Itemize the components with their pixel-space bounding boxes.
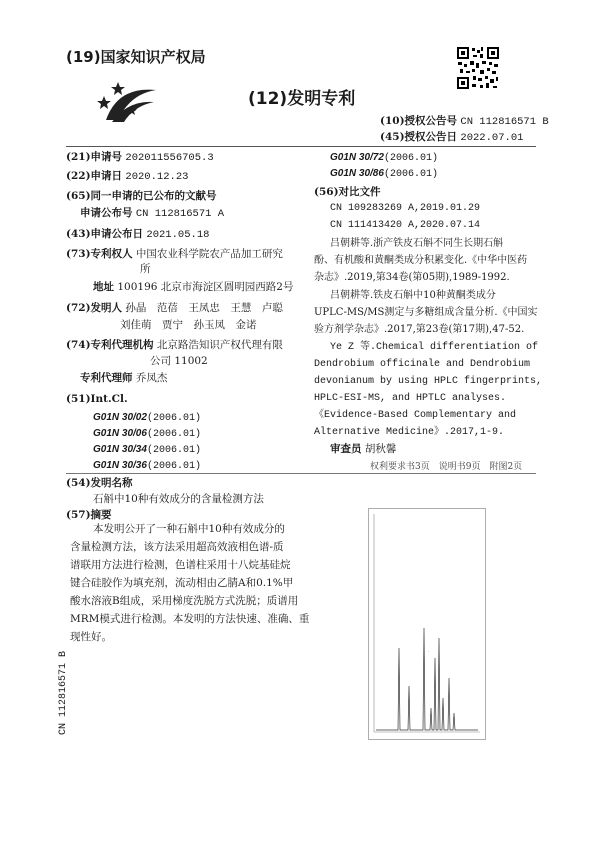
reference-5: Ye Z 等.Chemical differentiation of bbox=[330, 342, 539, 353]
document-type-title: (12)发明专利 bbox=[248, 89, 356, 109]
examiner: 审查员 胡秋馨 bbox=[330, 443, 397, 455]
patent-office-emblem-icon bbox=[96, 80, 158, 126]
reference-5: 《Evidence-Based Complementary and bbox=[314, 410, 517, 421]
patent-agent: 专利代理师 乔凤杰 bbox=[80, 372, 168, 384]
abstract-heading: (57)摘要 bbox=[66, 509, 112, 521]
int-cl-class: G01N 30/34(2006.01) bbox=[93, 444, 201, 456]
reference-4: 吕朝耕等.铁皮石斛中10种黄酮类成分 bbox=[330, 290, 496, 301]
patent-agency: (74)专利代理机构 北京路浩知识产权代理有限 bbox=[66, 339, 283, 351]
invention-title: 石斛中10种有效成分的含量检测方法 bbox=[93, 493, 264, 505]
reference-5: Alternative Medicine》.2017,1-9. bbox=[314, 427, 505, 438]
patentee-line2: 所 bbox=[140, 263, 151, 275]
abstract-line: 键合硅胶作为填充剂，流动相由乙腈A和0.1%甲 bbox=[70, 577, 294, 589]
int-cl-class: G01N 30/02(2006.01) bbox=[93, 412, 201, 424]
reference-4: UPLC-MS/MS测定与多糖组成含量分析.《中国实 bbox=[314, 307, 538, 318]
reference-5: Dendrobium officinale and Dendrobium bbox=[314, 359, 531, 370]
abstract-line: 谱联用方法进行检测，色谱柱采用十八烷基硅烷 bbox=[70, 559, 291, 571]
qr-code-icon bbox=[456, 46, 500, 90]
abstract-line: 酸水溶液B组成，采用梯度洗脱方式洗脱；质谱用 bbox=[70, 595, 299, 607]
inventors: (72)发明人 孙晶 范蓓 王凤忠 王慧 卢聪 bbox=[66, 302, 283, 314]
reference-3: 酚、有机酸和黄酮类成分积累变化.《中华中医药 bbox=[314, 255, 528, 266]
reference-3: 杂志》.2019,第34卷(第05期),1989-1992. bbox=[314, 272, 510, 283]
publication-number-value: CN 112816571 B bbox=[460, 116, 549, 128]
reference-cn-1: CN 109283269 A,2019.01.29 bbox=[330, 203, 481, 214]
abstract-line: 含量检测方法，该方法采用超高效液相色谱-质 bbox=[70, 541, 284, 553]
patent-agency-line2: 公司 11002 bbox=[150, 355, 208, 367]
reference-4: 验方剂学杂志》.2017,第23卷(第17期),47-52. bbox=[314, 324, 525, 335]
prior-publication-number: 申请公布号 CN 112816571 A bbox=[80, 207, 225, 220]
abstract-line: 本发明公开了一种石斛中10种有效成分的 bbox=[93, 523, 285, 535]
abstract-line: MRM模式进行检测。本发明的方法快速、准确、重 bbox=[70, 613, 310, 625]
inventors-line2: 刘佳萌 贾宁 孙玉凤 金诺 bbox=[120, 319, 257, 331]
page-counts: 权利要求书3页 说明书9页 附图2页 bbox=[370, 462, 523, 472]
prior-publication-heading: (65)同一申请的已公布的文献号 bbox=[66, 190, 217, 202]
reference-5: HPLC-ESI-MS, and HPTLC analyses. bbox=[314, 393, 507, 404]
publication-number: (10)授权公告号 CN 112816571 B bbox=[380, 115, 549, 128]
side-publication-number: CN 112816571 B bbox=[58, 650, 69, 735]
abstract-chromatogram-figure bbox=[368, 508, 486, 740]
reference-3: 吕朝耕等.浙产铁皮石斛不同生长期石斛 bbox=[330, 238, 504, 249]
publication-date-value: 2022.07.01 bbox=[460, 132, 524, 144]
abstract-line: 现性好。 bbox=[70, 631, 112, 643]
int-cl-heading: (51)Int.Cl. bbox=[66, 393, 128, 405]
prior-publication-date: (43)申请公布日 2021.05.18 bbox=[66, 228, 210, 241]
publication-date: (45)授权公告日 2022.07.01 bbox=[380, 131, 524, 144]
references-heading: (56)对比文件 bbox=[314, 186, 381, 198]
right-class: G01N 30/86(2006.01) bbox=[330, 168, 438, 180]
application-number: (21)申请号 202011556705.3 bbox=[66, 151, 214, 164]
invention-title-heading: (54)发明名称 bbox=[66, 477, 133, 489]
int-cl-class: G01N 30/06(2006.01) bbox=[93, 428, 201, 440]
reference-cn-2: CN 111413420 A,2020.07.14 bbox=[330, 220, 481, 231]
office-title: (19)国家知识产权局 bbox=[66, 48, 206, 66]
reference-5: devonianum by using HPLC fingerprints, bbox=[314, 376, 543, 387]
int-cl-class: G01N 30/36(2006.01) bbox=[93, 460, 201, 472]
svg-text:·: · bbox=[428, 649, 430, 654]
header-divider bbox=[66, 146, 536, 147]
patentee: (73)专利权人 中国农业科学院农产品加工研究 bbox=[66, 248, 283, 260]
right-class: G01N 30/72(2006.01) bbox=[330, 152, 438, 164]
address: 地址 100196 北京市海淀区圆明园西路2号 bbox=[93, 281, 294, 293]
application-date: (22)申请日 2020.12.23 bbox=[66, 170, 189, 183]
